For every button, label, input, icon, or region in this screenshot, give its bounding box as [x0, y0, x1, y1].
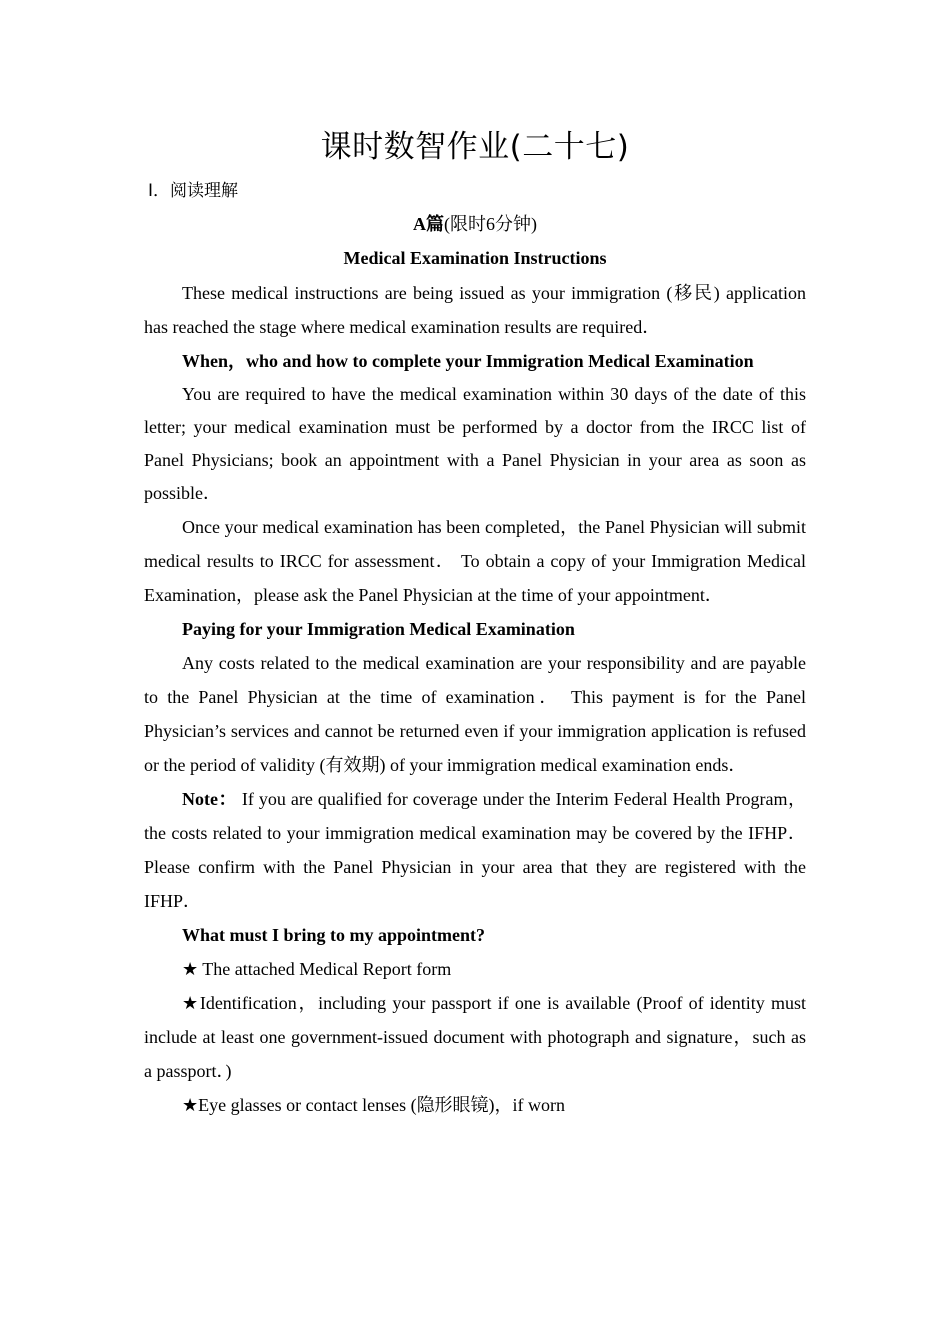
paragraph-costs: Any costs related to the medical examination are your responsibility and are payable to the Panel Physician at the time of examination． This payment is for the Panel Physician’s services and cannot be returned even if your immigration application is refused or the period of validity (有效期) of your immigration medical examination ends． — [144, 653, 806, 775]
list-item: ★Identification，including your passport if one is available (Proof of identity must include at least one government-issued document with photograph and signature，such as a passport．) — [144, 993, 806, 1081]
section-heading: Ⅰ．阅读理解 — [148, 181, 239, 201]
heading-what-to-bring: What must I bring to my appointment? — [182, 925, 486, 945]
intro-paragraph: These medical instructions are being issued as your immigration (移民) application has reached the stage where medical examination results are required． — [144, 283, 806, 337]
note-paragraph — [144, 782, 806, 918]
passage-title: Medical Examination Instructions — [343, 248, 607, 268]
document-page — [144, 118, 806, 1122]
page-title: 课时数智作业(二十七) — [320, 129, 630, 165]
time-limit: (限时6分钟) — [444, 214, 537, 234]
heading-when-who-how: When，who and how to complete your Immigration Medical Examination — [182, 351, 754, 371]
passage-label-text: A篇 — [413, 214, 444, 234]
paragraph-results: Once your medical examination has been completed，the Panel Physician will submit medical results to IRCC for assessment． To obtain a copy of your Immigration Medical Examination，please ask the Panel Physician at the time of your appointment． — [144, 517, 806, 605]
list-item: ★ The attached Medical Report form — [182, 959, 452, 979]
heading-paying: Paying for your Immigration Medical Examination — [182, 619, 575, 639]
passage-label — [144, 208, 806, 241]
list-item: ★Eye glasses or contact lenses (隐形眼镜)，if worn — [182, 1095, 566, 1115]
note-text: If you are qualified for coverage under the Interim Federal Health Program，the costs related to your immigration medical examination may be covered by the IFHP． Please confirm with the Panel Physician in your area that they are registered with the IFHP． — [144, 789, 806, 911]
note-label: Note： — [182, 789, 237, 809]
paragraph-requirements: You are required to have the medical examination within 30 days of the date of this letter; your medical examination must be performed by a doctor from the IRCC list of Panel Physicians; book an appointment with a Panel Physician in your area as soon as possible． — [144, 384, 806, 503]
